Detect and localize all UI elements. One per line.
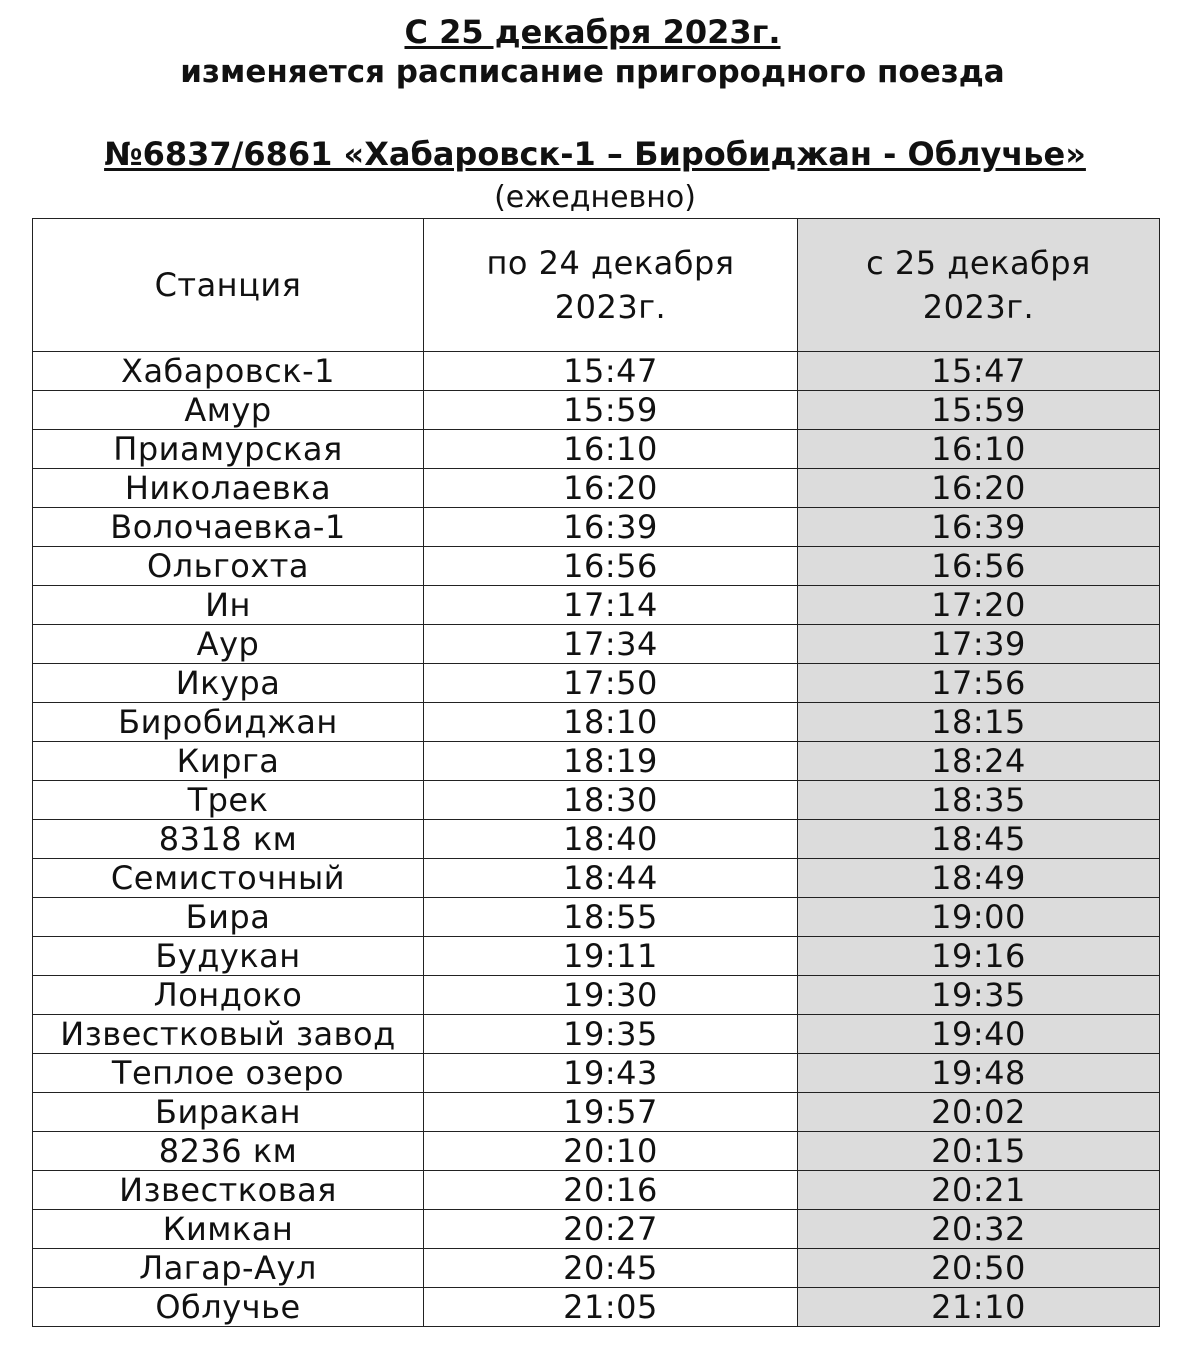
old-time-cell: 19:35	[424, 1015, 798, 1054]
station-cell: Аур	[33, 625, 424, 664]
old-time-cell: 17:14	[424, 586, 798, 625]
column-header-station-label: Станция	[154, 266, 302, 304]
new-time-cell: 20:50	[798, 1249, 1160, 1288]
new-time-cell: 16:20	[798, 469, 1160, 508]
old-time-cell: 18:30	[424, 781, 798, 820]
schedule-table	[32, 218, 1160, 1327]
column-header-old-line2: 2023г.	[554, 288, 667, 326]
table-row	[33, 859, 1160, 898]
old-time-cell: 19:57	[424, 1093, 798, 1132]
table-row	[33, 1054, 1160, 1093]
table-row	[33, 391, 1160, 430]
old-time-cell: 19:43	[424, 1054, 798, 1093]
old-time-cell: 16:10	[424, 430, 798, 469]
column-header-new-line2: 2023г.	[922, 288, 1035, 326]
station-cell: Икура	[33, 664, 424, 703]
column-header-old-schedule	[424, 219, 798, 352]
table-row	[33, 1210, 1160, 1249]
station-cell: Трек	[33, 781, 424, 820]
table-row	[33, 1132, 1160, 1171]
old-time-cell: 17:50	[424, 664, 798, 703]
old-time-cell: 18:19	[424, 742, 798, 781]
notice-title-date: С 25 декабря 2023г.	[404, 13, 781, 51]
old-time-cell: 20:45	[424, 1249, 798, 1288]
old-time-cell: 16:56	[424, 547, 798, 586]
station-cell: Известковый завод	[33, 1015, 424, 1054]
table-row	[33, 586, 1160, 625]
station-cell: Лагар-Аул	[33, 1249, 424, 1288]
new-time-cell: 17:56	[798, 664, 1160, 703]
new-time-cell: 20:32	[798, 1210, 1160, 1249]
new-time-cell: 18:15	[798, 703, 1160, 742]
station-cell: 8318 км	[33, 820, 424, 859]
station-cell: Известковая	[33, 1171, 424, 1210]
table-row	[33, 1015, 1160, 1054]
table-row	[33, 937, 1160, 976]
station-cell: Биробиджан	[33, 703, 424, 742]
station-cell: Волочаевка-1	[33, 508, 424, 547]
station-cell: Семисточный	[33, 859, 424, 898]
new-time-cell: 19:40	[798, 1015, 1160, 1054]
table-row	[33, 820, 1160, 859]
station-cell: Ольгохта	[33, 547, 424, 586]
new-time-cell: 19:00	[798, 898, 1160, 937]
table-row	[33, 781, 1160, 820]
old-time-cell: 17:34	[424, 625, 798, 664]
old-time-cell: 15:59	[424, 391, 798, 430]
station-cell: Кирга	[33, 742, 424, 781]
column-header-station	[33, 219, 424, 352]
old-time-cell: 19:30	[424, 976, 798, 1015]
table-row	[33, 1288, 1160, 1327]
new-time-cell: 18:24	[798, 742, 1160, 781]
column-header-new-line1: с 25 декабря	[866, 244, 1091, 282]
station-cell: Приамурская	[33, 430, 424, 469]
old-time-cell: 21:05	[424, 1288, 798, 1327]
table-row	[33, 898, 1160, 937]
station-cell: Облучье	[33, 1288, 424, 1327]
table-row	[33, 469, 1160, 508]
train-route-title: №6837/6861 «Хабаровск-1 – Биробиджан - Облучье»	[104, 135, 1086, 173]
table-row	[33, 352, 1160, 391]
schedule-table-body	[33, 352, 1160, 1327]
table-row	[33, 1171, 1160, 1210]
new-time-cell: 21:10	[798, 1288, 1160, 1327]
column-header-old-line1: по 24 декабря	[486, 244, 735, 282]
table-row	[33, 625, 1160, 664]
old-time-cell: 18:55	[424, 898, 798, 937]
old-time-cell: 20:10	[424, 1132, 798, 1171]
station-cell: Амур	[33, 391, 424, 430]
new-time-cell: 17:39	[798, 625, 1160, 664]
new-time-cell: 18:49	[798, 859, 1160, 898]
station-cell: Лондоко	[33, 976, 424, 1015]
new-time-cell: 19:16	[798, 937, 1160, 976]
old-time-cell: 18:10	[424, 703, 798, 742]
station-cell: Будукан	[33, 937, 424, 976]
station-cell: Биракан	[33, 1093, 424, 1132]
schedule-table-header	[33, 219, 1160, 352]
header-row	[33, 219, 1160, 352]
new-time-cell: 19:48	[798, 1054, 1160, 1093]
frequency-label: (ежедневно)	[494, 180, 696, 215]
new-time-cell: 16:10	[798, 430, 1160, 469]
table-row	[33, 742, 1160, 781]
new-time-cell: 16:39	[798, 508, 1160, 547]
new-time-cell: 19:35	[798, 976, 1160, 1015]
table-row	[33, 1249, 1160, 1288]
station-cell: Теплое озеро	[33, 1054, 424, 1093]
station-cell: Кимкан	[33, 1210, 424, 1249]
table-row	[33, 1093, 1160, 1132]
new-time-cell: 18:35	[798, 781, 1160, 820]
station-cell: Хабаровск-1	[33, 352, 424, 391]
station-cell: Николаевка	[33, 469, 424, 508]
new-time-cell: 17:20	[798, 586, 1160, 625]
table-row	[33, 508, 1160, 547]
new-time-cell: 20:21	[798, 1171, 1160, 1210]
new-time-cell: 15:59	[798, 391, 1160, 430]
new-time-cell: 18:45	[798, 820, 1160, 859]
column-header-new-schedule	[798, 219, 1160, 352]
new-time-cell: 15:47	[798, 352, 1160, 391]
old-time-cell: 18:40	[424, 820, 798, 859]
old-time-cell: 16:20	[424, 469, 798, 508]
old-time-cell: 15:47	[424, 352, 798, 391]
new-time-cell: 20:02	[798, 1093, 1160, 1132]
notice-title-subtitle: изменяется расписание пригородного поезда	[180, 54, 1005, 90]
old-time-cell: 20:27	[424, 1210, 798, 1249]
station-cell: Ин	[33, 586, 424, 625]
old-time-cell: 19:11	[424, 937, 798, 976]
station-cell: 8236 км	[33, 1132, 424, 1171]
station-cell: Бира	[33, 898, 424, 937]
old-time-cell: 20:16	[424, 1171, 798, 1210]
table-row	[33, 976, 1160, 1015]
table-row	[33, 547, 1160, 586]
new-time-cell: 16:56	[798, 547, 1160, 586]
table-row	[33, 430, 1160, 469]
old-time-cell: 16:39	[424, 508, 798, 547]
table-row	[33, 703, 1160, 742]
new-time-cell: 20:15	[798, 1132, 1160, 1171]
table-row	[33, 664, 1160, 703]
old-time-cell: 18:44	[424, 859, 798, 898]
